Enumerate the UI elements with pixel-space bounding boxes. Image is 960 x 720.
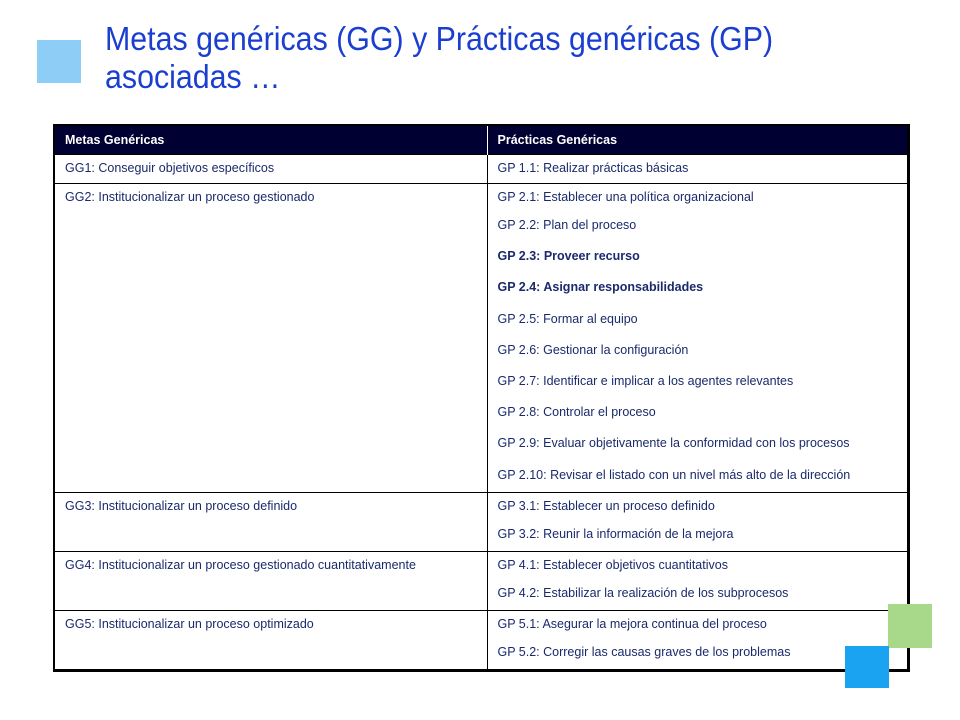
practice-item: GP 2.2: Plan del proceso xyxy=(497,218,637,232)
practice-item: GP 1.1: Realizar prácticas básicas xyxy=(497,161,689,175)
practices-cell xyxy=(487,551,907,610)
practices-cell xyxy=(487,184,907,493)
practice-item: GP 5.1: Asegurar la mejora continua del proceso xyxy=(497,617,767,632)
page-title: Metas genéricas (GG) y Prácticas genéricas (GP) asociadas … xyxy=(105,20,774,95)
practice-item: GP 2.5: Formar al equipo xyxy=(497,311,638,326)
practices-cell xyxy=(487,492,907,551)
table-row xyxy=(55,551,907,610)
practice-item: GP 2.10: Revisar el listado con un nivel más alto de la dirección xyxy=(497,467,851,482)
goal-cell: GG5: Institucionalizar un proceso optimizado xyxy=(55,611,487,670)
practices-cell xyxy=(487,611,907,670)
goal-cell: GG4: Institucionalizar un proceso gestionado cuantitativamente xyxy=(55,551,487,610)
practice-item: GP 2.9: Evaluar objetivamente la conformidad con los procesos xyxy=(497,436,850,451)
practice-item: GP 2.1: Establecer una política organizacional xyxy=(497,190,754,204)
practice-item: GP 4.2: Estabilizar la realización de los subprocesos xyxy=(497,585,789,600)
header-goals: Metas Genéricas xyxy=(55,126,487,155)
practice-item: GP 2.3: Proveer recurso xyxy=(497,249,640,264)
table-row xyxy=(55,611,907,670)
decorative-square-green xyxy=(888,604,932,648)
practice-item: GP 2.4: Asignar responsabilidades xyxy=(497,280,704,295)
practice-item: GP 2.7: Identificar e implicar a los agentes relevantes xyxy=(497,373,794,388)
goal-cell: GG3: Institucionalizar un proceso definido xyxy=(55,492,487,551)
decorative-square-top xyxy=(37,40,81,83)
generic-goals-table xyxy=(53,124,910,672)
practice-item: GP 2.6: Gestionar la configuración xyxy=(497,342,689,357)
table-row xyxy=(55,155,907,184)
goal-cell: GG1: Conseguir objetivos específicos xyxy=(55,155,487,184)
practice-item: GP 2.8: Controlar el proceso xyxy=(497,405,656,420)
practices-cell xyxy=(487,155,907,184)
practice-item: GP 3.2: Reunir la información de la mejora xyxy=(497,526,734,541)
table-row xyxy=(55,184,907,493)
practice-item: GP 5.2: Corregir las causas graves de los problemas xyxy=(497,645,791,660)
goal-cell: GG2: Institucionalizar un proceso gestionado xyxy=(55,184,487,493)
practice-item: GP 3.1: Establecer un proceso definido xyxy=(497,498,715,513)
table-row xyxy=(55,492,907,551)
table-header-row xyxy=(55,126,907,155)
practice-item: GP 4.1: Establecer objetivos cuantitativos xyxy=(497,557,728,572)
decorative-square-blue xyxy=(845,646,889,688)
header-practices: Prácticas Genéricas xyxy=(487,126,907,155)
